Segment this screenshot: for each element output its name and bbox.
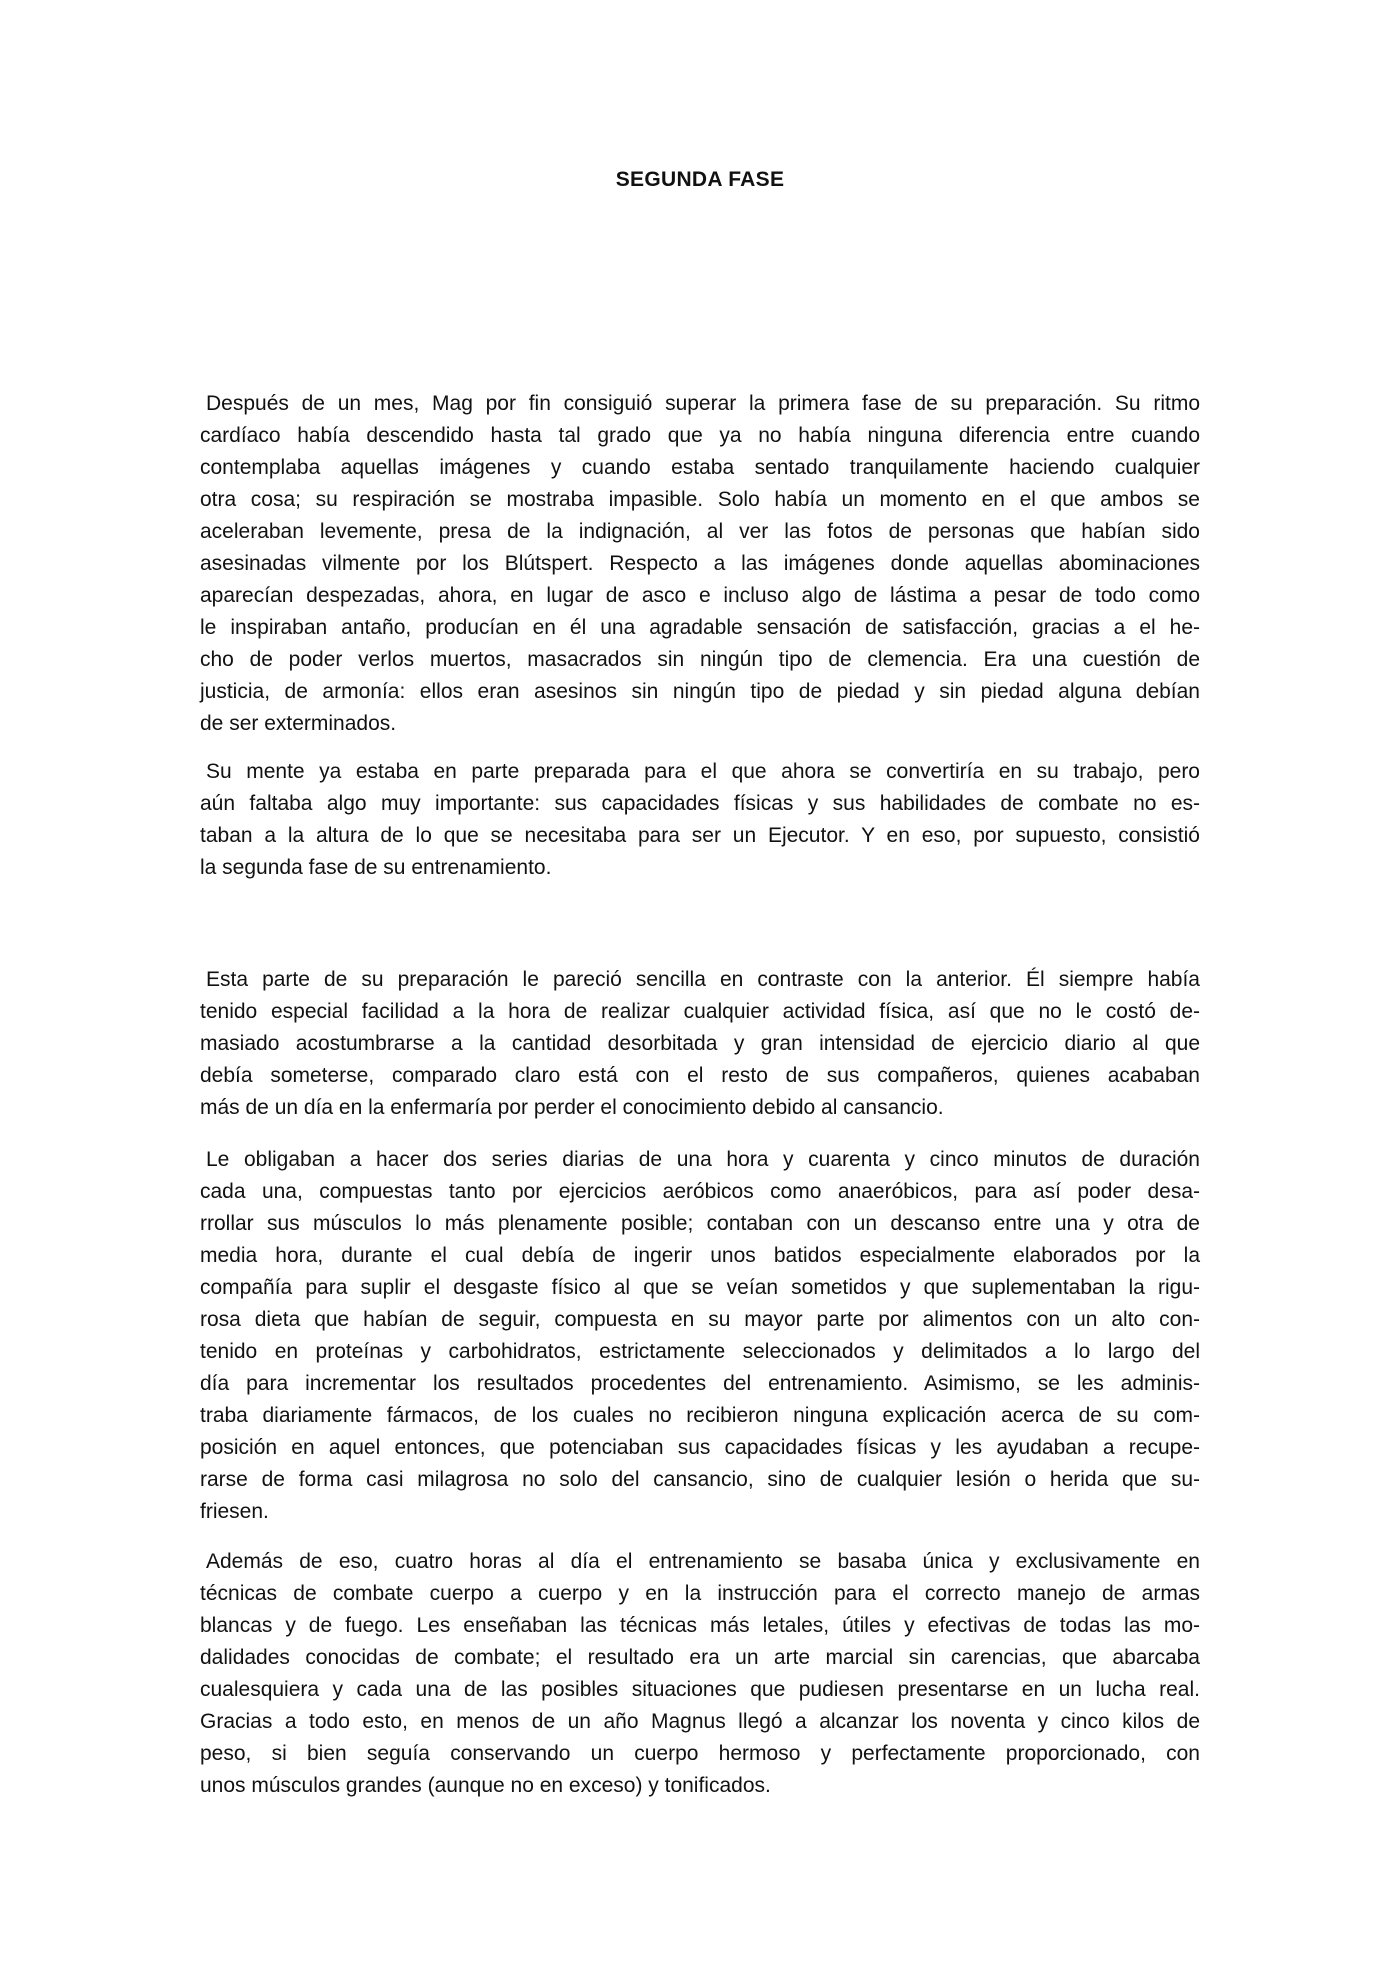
paragraph-line: media hora, durante el cual debía de ingerir unos batidos especialmente elaborados por la [200, 1244, 1200, 1267]
paragraph-line: aparecían despezadas, ahora, en lugar de asco e incluso algo de lástima a pesar de todo como [200, 584, 1200, 607]
paragraph [200, 1144, 1200, 1528]
paragraph-line: técnicas de combate cuerpo a cuerpo y en la instrucción para el correcto manejo de armas [200, 1582, 1200, 1605]
paragraph-line: compañía para suplir el desgaste físico al que se veían sometidos y que suplementaban la rigu- [200, 1276, 1200, 1299]
paragraph-line: debía someterse, comparado claro está con el resto de sus compañeros, quienes acababan [200, 1064, 1200, 1087]
paragraph-line: cho de poder verlos muertos, masacrados sin ningún tipo de clemencia. Era una cuestión de [200, 648, 1200, 671]
paragraph-line: unos músculos grandes (aunque no en exceso) y tonificados. [200, 1774, 771, 1797]
paragraph-line: Gracias a todo esto, en menos de un año Magnus llegó a alcanzar los noventa y cinco kilos de [200, 1710, 1200, 1733]
paragraph-line: posición en aquel entonces, que potenciaban sus capacidades físicas y les ayudaban a recupe- [200, 1436, 1200, 1459]
paragraph-line: masiado acostumbrarse a la cantidad desorbitada y gran intensidad de ejercicio diario al que [200, 1032, 1200, 1055]
paragraph-line: Después de un mes, Mag por fin consiguió superar la primera fase de su preparación. Su ritmo [206, 392, 1200, 415]
paragraph-line: Le obligaban a hacer dos series diarias de una hora y cuarenta y cinco minutos de duración [206, 1148, 1200, 1171]
paragraph-line: rosa dieta que habían de seguir, compuesta en su mayor parte por alimentos con un alto con- [200, 1308, 1200, 1331]
paragraph-line: le inspiraban antaño, producían en él una agradable sensación de satisfacción, gracias a el he- [200, 616, 1200, 639]
paragraph-line: blancas y de fuego. Les enseñaban las técnicas más letales, útiles y efectivas de todas las mo- [200, 1614, 1200, 1637]
paragraph-line: asesinadas vilmente por los Blútspert. Respecto a las imágenes donde aquellas abominaciones [200, 552, 1200, 575]
paragraph-line: día para incrementar los resultados procedentes del entrenamiento. Asimismo, se les adminis- [200, 1372, 1200, 1395]
paragraph-line: dalidades conocidas de combate; el resultado era un arte marcial sin carencias, que abarcaba [200, 1646, 1200, 1669]
paragraph [200, 1546, 1200, 1802]
paragraph-line: peso, si bien seguía conservando un cuerpo hermoso y perfectamente proporcionado, con [200, 1742, 1200, 1765]
paragraph-line: cardíaco había descendido hasta tal grado que ya no había ninguna diferencia entre cuando [200, 424, 1200, 447]
paragraph-line: tenido en proteínas y carbohidratos, estrictamente seleccionados y delimitados a lo largo del [200, 1340, 1200, 1363]
paragraph-line: cada una, compuestas tanto por ejercicios aeróbicos como anaeróbicos, para así poder desa- [200, 1180, 1200, 1203]
paragraph [200, 756, 1200, 884]
paragraph-line: taban a la altura de lo que se necesitaba para ser un Ejecutor. Y en eso, por supuesto, consistió [200, 824, 1200, 847]
paragraph-line: de ser exterminados. [200, 712, 397, 735]
paragraph [200, 964, 1200, 1124]
paragraph-line: otra cosa; su respiración se mostraba impasible. Solo había un momento en el que ambos se [200, 488, 1200, 511]
paragraph-line: más de un día en la enfermaría por perder el conocimiento debido al cansancio. [200, 1096, 944, 1119]
paragraph-line: rarse de forma casi milagrosa no solo del cansancio, sino de cualquier lesión o herida que su- [200, 1468, 1200, 1491]
paragraph-line: contemplaba aquellas imágenes y cuando estaba sentado tranquilamente haciendo cualquier [200, 456, 1200, 479]
paragraph-line: rrollar sus músculos lo más plenamente posible; contaban con un descanso entre una y otra de [200, 1212, 1200, 1235]
paragraph [200, 388, 1200, 740]
paragraph-line: cualesquiera y cada una de las posibles situaciones que pudiesen presentarse en un lucha real. [200, 1678, 1200, 1701]
paragraph-line: tenido especial facilidad a la hora de realizar cualquier actividad física, así que no le costó de- [200, 1000, 1200, 1023]
paragraph-line: Esta parte de su preparación le pareció sencilla en contraste con la anterior. Él siempre había [206, 968, 1200, 991]
page-title: SEGUNDA FASE [615, 168, 785, 191]
paragraph-line: friesen. [200, 1500, 269, 1523]
paragraph-line: aún faltaba algo muy importante: sus capacidades físicas y sus habilidades de combate no es- [200, 792, 1200, 815]
paragraph-line: traba diariamente fármacos, de los cuales no recibieron ninguna explicación acerca de su com- [200, 1404, 1200, 1427]
paragraph-line: Además de eso, cuatro horas al día el entrenamiento se basaba única y exclusivamente en [206, 1550, 1200, 1573]
paragraph-line: aceleraban levemente, presa de la indignación, al ver las fotos de personas que habían sido [200, 520, 1200, 543]
paragraph-line: la segunda fase de su entrenamiento. [200, 856, 552, 879]
paragraph-line: justicia, de armonía: ellos eran asesinos sin ningún tipo de piedad y sin piedad alguna debían [200, 680, 1200, 703]
paragraph-line: Su mente ya estaba en parte preparada para el que ahora se convertiría en su trabajo, pero [206, 760, 1200, 783]
